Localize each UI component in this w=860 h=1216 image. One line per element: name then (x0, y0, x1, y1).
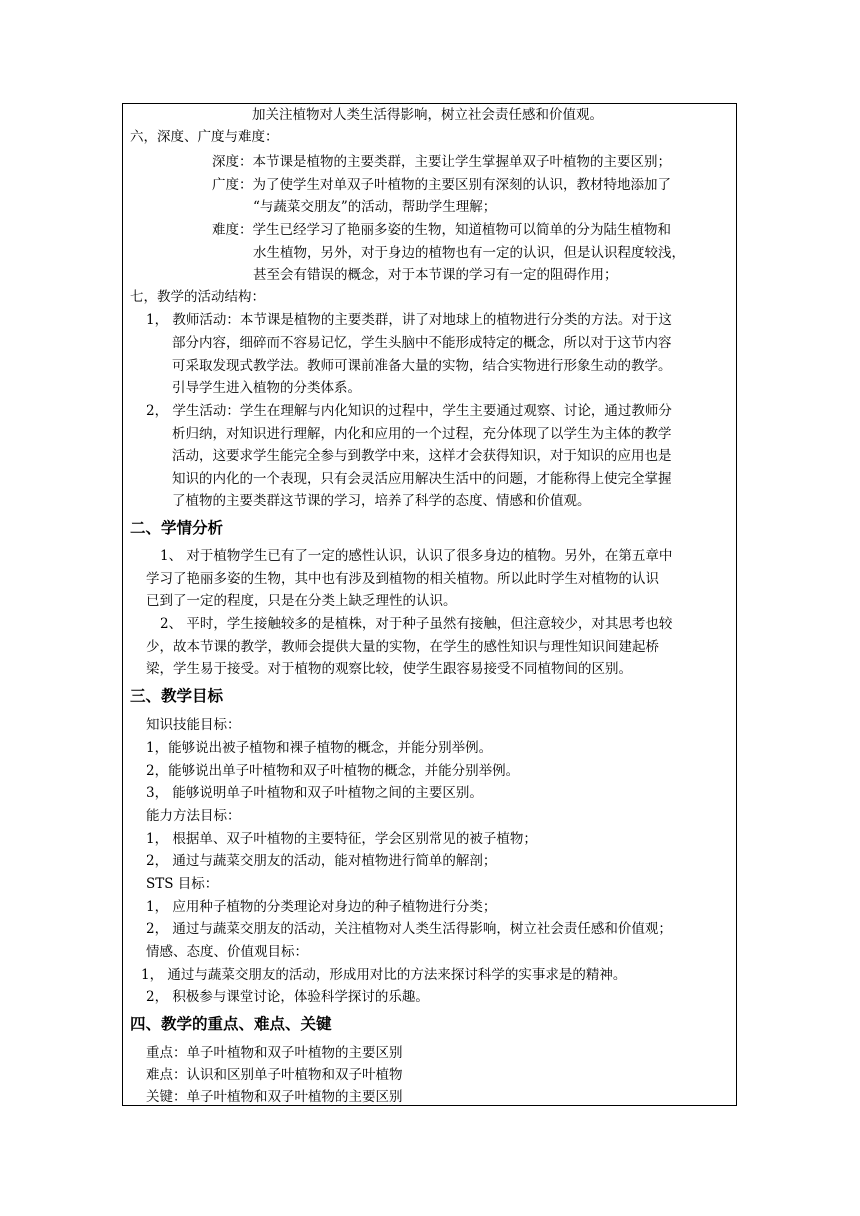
text-line: 重点：单子叶植物和双子叶植物的主要区别 (146, 1045, 403, 1061)
text-line: 加关注植物对人类生活得影响，树立社会责任感和价值观。 (252, 107, 603, 123)
text-line: STS 目标： (146, 876, 219, 892)
text-line: 3， 能够说明单子叶植物和双子叶植物之间的主要区别。 (146, 785, 483, 801)
section-six-title: 六，深度、广度与难度： (130, 129, 279, 145)
text-line: 少，故本节课的教学，教师会提供大量的实物，在学生的感性知识与理性知识间建起桥 (146, 639, 659, 655)
text-line: 已到了一定的程度，只是在分类上缺乏理性的认识。 (146, 593, 457, 609)
text-line: 情感、态度、价值观目标： (146, 944, 308, 960)
text-line: 1， 教师活动：本节课是植物的主要类群，讲了对地球上的植物进行分类的方法。对于这 (146, 312, 672, 328)
text-line: 知识的内化的一个表现，只有会灵活应用解决生活中的问题，才能称得上使完全掌握 (172, 471, 672, 487)
text-line: 水生植物，另外，对于身边的植物也有一定的认识，但是认识程度较浅， (253, 245, 685, 261)
text-line: 部分内容，细碎而不容易记忆，学生头脑中不能形成特定的概念，所以对于这节内容 (172, 335, 672, 351)
text-line: 梁，学生易于接受。对于植物的观察比较，使学生跟容易接受不同植物间的区别。 (146, 661, 632, 677)
text-line: 2， 学生活动：学生在理解与内化知识的过程中，学生主要通过观察、讨论，通过教师分 (146, 403, 672, 419)
text-line: 学习了艳丽多姿的生物，其中也有涉及到植物的相关植物。所以此时学生对植物的认识 (146, 571, 659, 587)
text-line: 广度：为了使学生对单双子叶植物的主要区别有深刻的认识，教材特地添加了 (212, 177, 671, 193)
text-line: 1， 应用种子植物的分类理论对身边的种子植物进行分类； (146, 899, 497, 915)
text-line: “与蔬菜交朋友”的活动，帮助学生理解； (253, 199, 497, 215)
text-line: 关键：单子叶植物和双子叶植物的主要区别 (146, 1089, 403, 1105)
text-line: 难度：学生已经学习了艳丽多姿的生物，知道植物可以简单的分为陆生植物和 (212, 222, 671, 238)
text-line: 深度：本节课是植物的主要类群，主要让学生掌握单双子叶植物的主要区别； (212, 154, 671, 170)
text-line: 引导学生进入植物的分类体系。 (172, 380, 361, 396)
text-line: 2， 通过与蔬菜交朋友的活动，关注植物对人类生活得影响，树立社会责任感和价值观； (146, 921, 672, 937)
text-line: 1，能够说出被子植物和裸子植物的概念，并能分别举例。 (146, 740, 493, 756)
text-line: 析归纳，对知识进行理解，内化和应用的一个过程，充分体现了以学生为主体的教学 (172, 426, 672, 442)
text-line: 可采取发现式教学法。教师可课前准备大量的实物，结合实物进行形象生动的教学。 (172, 358, 672, 374)
text-line: 2， 积极参与课堂讨论，体验科学探讨的乐趣。 (146, 989, 429, 1005)
section-heading: 四、教学的重点、难点、关键 (130, 1015, 332, 1033)
section-seven-title: 七，教学的活动结构： (130, 289, 265, 305)
section-heading: 二、学情分析 (130, 519, 224, 537)
text-line: 2、 平时，学生接触较多的是植株，对于种子虽然有接触，但注意较少，对其思考也较 (160, 616, 673, 632)
text-line: 了植物的主要类群这节课的学习，培养了科学的态度、情感和价值观。 (172, 493, 591, 509)
text-line: 2， 通过与蔬菜交朋友的活动，能对植物进行简单的解剖； (146, 853, 497, 869)
section-heading: 三、教学目标 (130, 687, 224, 705)
text-line: 难点：认识和区别单子叶植物和双子叶植物 (146, 1067, 403, 1083)
text-line: 1、 对于植物学生已有了一定的感性认识，认识了很多身边的植物。另外，在第五章中 (160, 548, 673, 564)
text-line: 知识技能目标： (146, 717, 241, 733)
text-line: 2，能够说出单子叶植物和双子叶植物的概念，并能分别举例。 (146, 763, 520, 779)
text-line: 1， 根据单、双子叶植物的主要特征，学会区别常见的被子植物； (146, 831, 537, 847)
text-line: 活动，这要求学生能完全参与到教学中来，这样才会获得知识，对于知识的应用也是 (172, 448, 672, 464)
text-line: 1， 通过与蔬菜交朋友的活动，形成用对比的方法来探讨科学的实事求是的精神。 (141, 967, 627, 983)
text-line: 甚至会有错误的概念，对于本节课的学习有一定的阻碍作用； (253, 267, 618, 283)
text-line: 能力方法目标： (146, 808, 241, 824)
